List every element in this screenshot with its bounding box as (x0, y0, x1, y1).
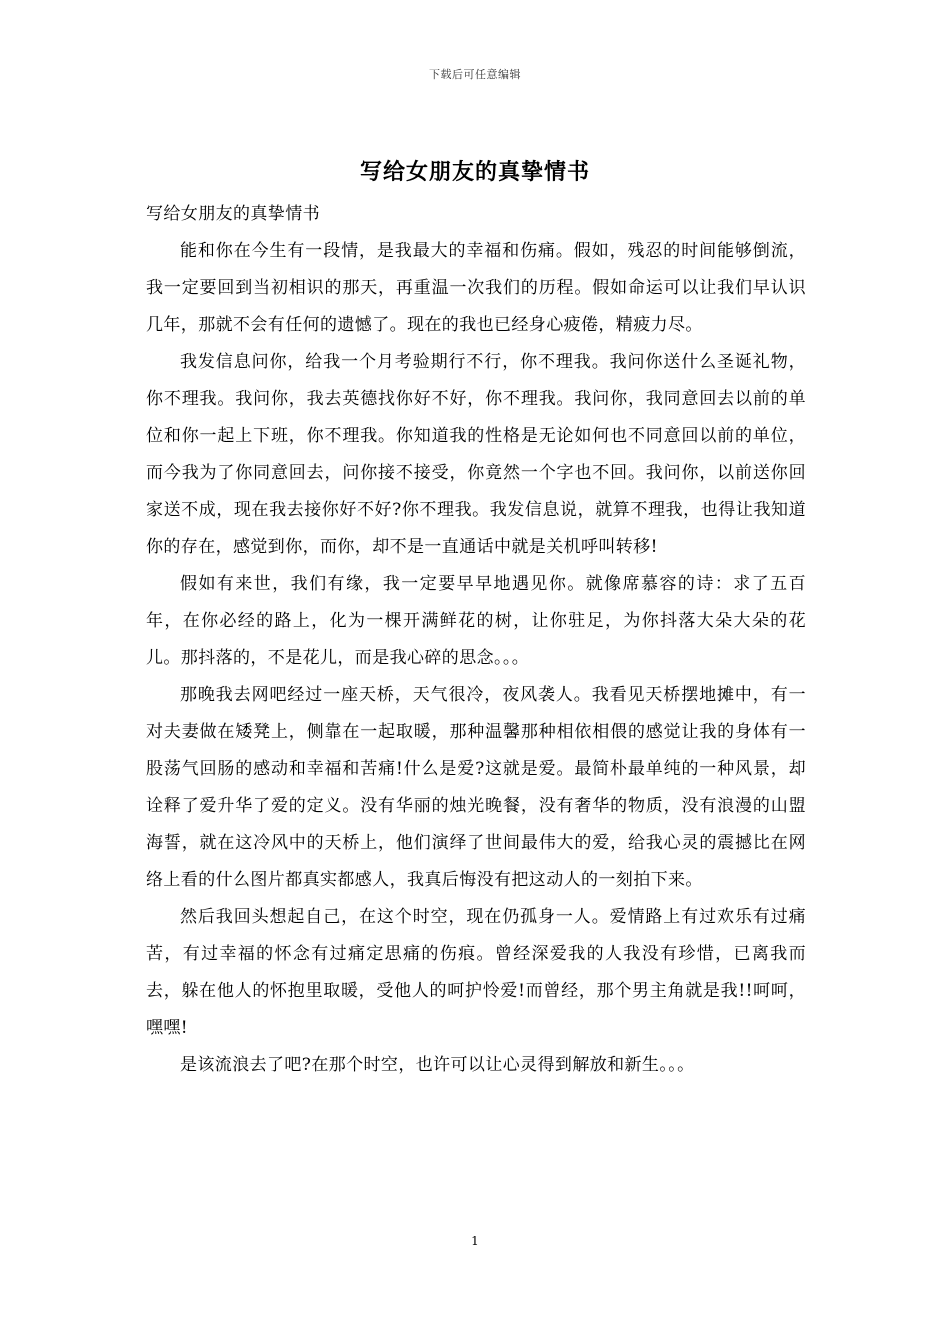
paragraph: 假如有来世，我们有缘，我一定要早早地遇见你。就像席慕容的诗：求了五百年，在你必经的路上，化为一棵开满鲜花的树，让你驻足，为你抖落大朵大朵的花儿。那抖落的，不是花儿，而是我心碎的思念。。。 (146, 574, 806, 668)
paragraph: 能和你在今生有一段情，是我最大的幸福和伤痛。假如，残忍的时间能够倒流，我一定要回到当初相识的那天，再重温一次我们的历程。假如命运可以让我们早认识几年，那就不会有任何的遗憾了。现在的我也已经身心疲倦，精疲力尽。 (146, 241, 806, 335)
document-body (146, 196, 806, 1084)
paragraph: 我发信息问你，给我一个月考验期行不行，你不理我。我问你送什么圣诞礼物，你不理我。我问你，我去英德找你好不好，你不理我。我问你，我同意回去以前的单位和你一起上下班，你不理我。你知道我的性格是无论如何也不同意回以前的单位，而今我为了你同意回去，问你接不接受，你竟然一个字也不回。我问你，以前送你回家送不成，现在我去接你好不好?你不理我。我发信息说，就算不理我，也得让我知道你的存在，感觉到你，而你，却不是一直通话中就是关机呼叫转移! (146, 352, 806, 557)
document-title: 写给女朋友的真挚情书 (359, 159, 590, 185)
page-header: 下载后可任意编辑 (429, 68, 521, 81)
document-subtitle: 写给女朋友的真挚情书 (146, 204, 320, 224)
paragraph: 那晚我去网吧经过一座天桥，天气很冷，夜风袭人。我看见天桥摆地摊中，有一对夫妻做在矮凳上，侧靠在一起取暖，那种温馨那种相依相偎的感觉让我的身体有一股荡气回肠的感动和幸福和苦痛!什么是爱?这就是爱。最简朴最单纯的一种风景，却诠释了爱升华了爱的定义。没有华丽的烛光晚餐，没有奢华的物质，没有浪漫的山盟海誓，就在这冷风中的天桥上，他们演绎了世间最伟大的爱，给我心灵的震撼比在网络上看的什么图片都真实都感人，我真后悔没有把这动人的一刻拍下来。 (146, 685, 806, 890)
paragraph: 然后我回头想起自己，在这个时空，现在仍孤身一人。爱情路上有过欢乐有过痛苦，有过幸福的怀念有过痛定思痛的伤痕。曾经深爱我的人我没有珍惜，已离我而去，躲在他人的怀抱里取暖，受他人的呵护怜爱!而曾经，那个男主角就是我!!呵呵，嘿嘿! (146, 907, 806, 1038)
page-number: 1 (471, 1234, 479, 1248)
paragraph: 是该流浪去了吧?在那个时空，也许可以让心灵得到解放和新生。。。 (180, 1055, 695, 1075)
